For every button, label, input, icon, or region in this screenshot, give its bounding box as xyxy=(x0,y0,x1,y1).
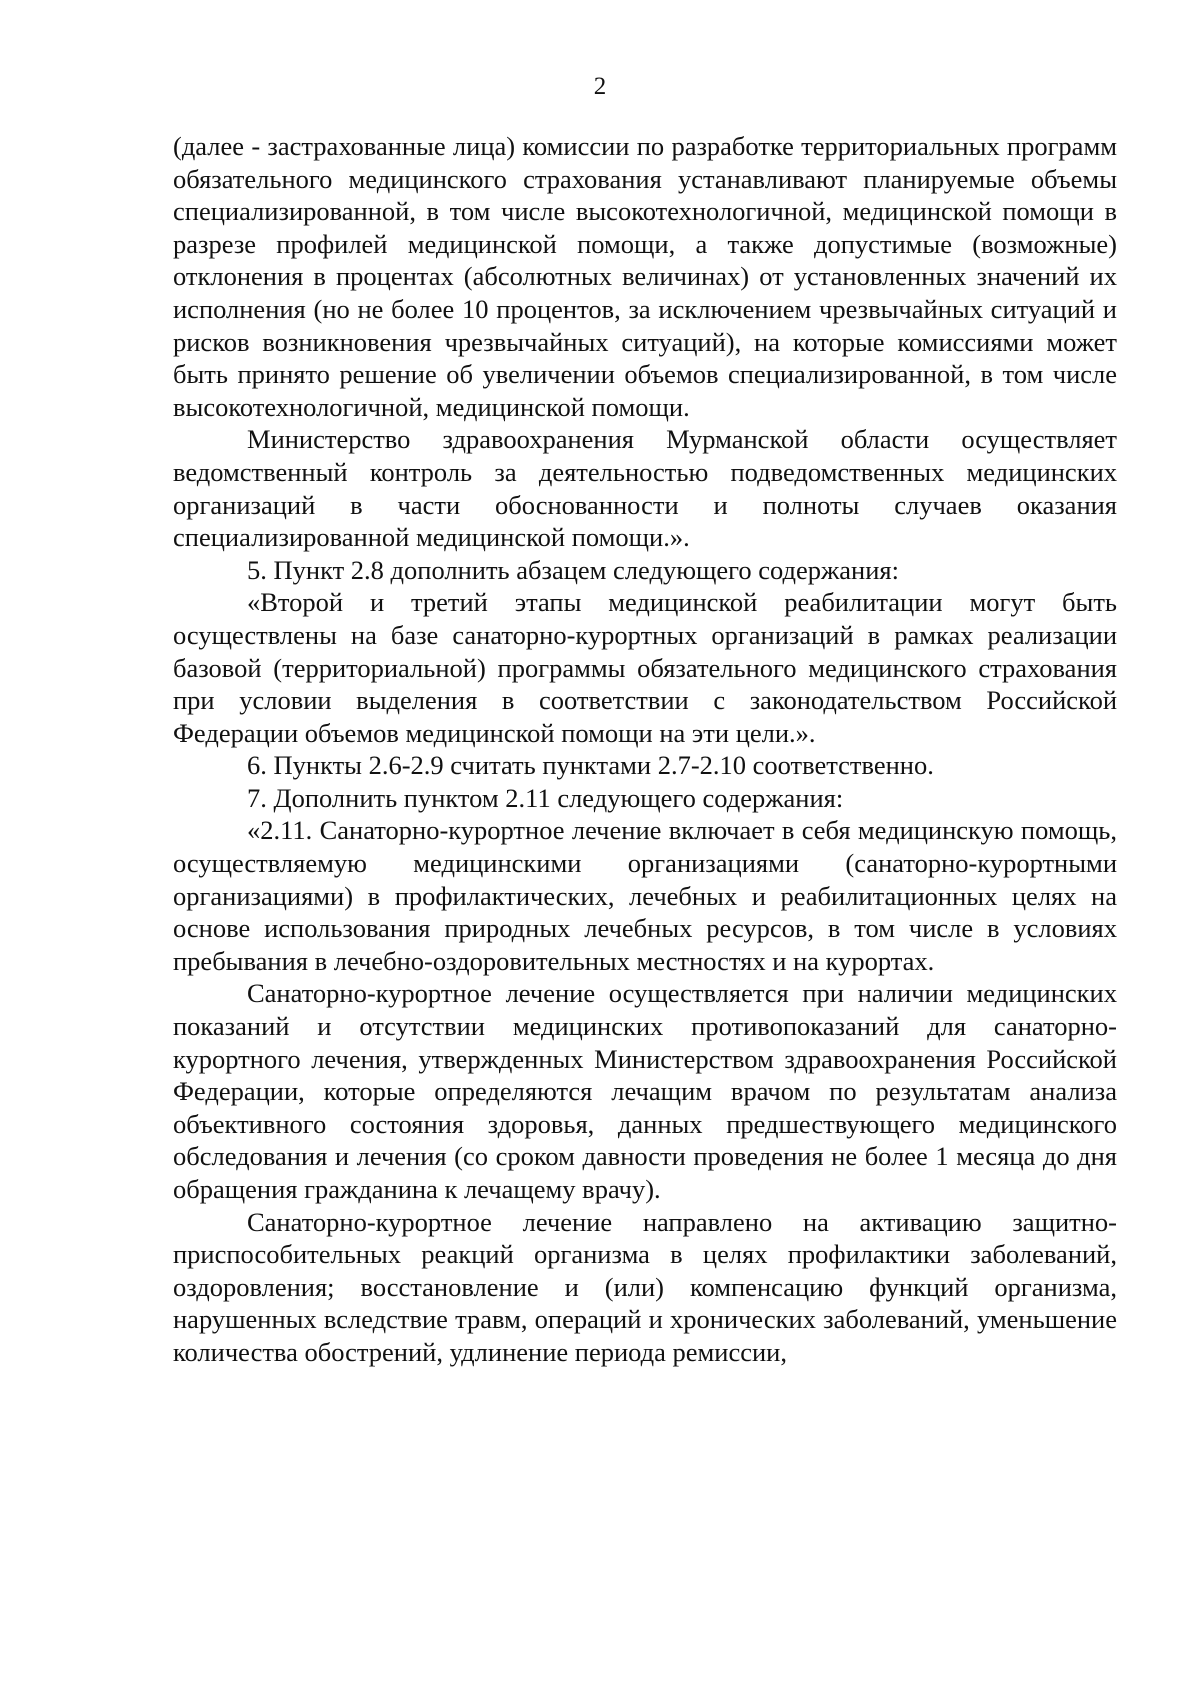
page-number: 2 xyxy=(593,73,607,100)
paragraph-2: Министерство здравоохранения Мурманской области осуществляет ведомственный контроль за деятельностью подведомственных медицинских организаций в части обоснованности и полноты случаев оказания специализированной медицинской помощи.». xyxy=(173,424,1117,553)
paragraph-8: Санаторно-курортное лечение осуществляется при наличии медицинских показаний и отсутствии медицинских противопоказаний для санаторно-курортного лечения, утвержденных Министерством здравоохранения Российской Федерации, которые определяются лечащим врачом по результатам анализа объективного состояния здоровья, данных предшествующего медицинского обследования и лечения (со сроком давности проведения не более 1 месяца до дня обращения гражданина к лечащему врачу). xyxy=(173,978,1117,1204)
paragraph-9: Санаторно-курортное лечение направлено на активацию защитно-приспособительных реакций организма в целях профилактики заболеваний, оздоровления; восстановление и (или) компенсацию функций организма, нарушенных вследствие травм, операций и хронических заболеваний, уменьшение количества обострений, удлинение периода ремиссии, xyxy=(173,1206,1117,1367)
paragraph-4: «Второй и третий этапы медицинской реабилитации могут быть осуществлены на базе санаторно-курортных организаций в рамках реализации базовой (территориальной) программы обязательного медицинского страхования при условии выделения в соответствии с законодательством Российской Федерации объемов медицинской помощи на эти цели.». xyxy=(173,587,1117,748)
paragraph-5: 6. Пункты 2.6-2.9 считать пунктами 2.7-2.10 соответственно. xyxy=(247,750,934,781)
paragraph-6: 7. Дополнить пунктом 2.11 следующего содержания: xyxy=(247,782,844,813)
paragraph-1: (далее - застрахованные лица) комиссии по разработке территориальных программ обязательного медицинского страхования устанавливают планируемые объемы специализированной, в том числе высокотехнологичной, медицинской помощи в разрезе профилей медицинской помощи, а также допустимые (возможные) отклонения в процентах (абсолютных величинах) от установленных значений их исполнения (но не более 10 процентов, за исключением чрезвычайных ситуаций и рисков возникновения чрезвычайных ситуаций), на которые комиссиями может быть принято решение об увеличении объемов специализированной, в том числе высокотехнологичной, медицинской помощи. xyxy=(173,131,1117,422)
document-body xyxy=(173,130,1117,1369)
paragraph-3: 5. Пункт 2.8 дополнить абзацем следующего содержания: xyxy=(247,554,899,585)
paragraph-7: «2.11. Санаторно-курортное лечение включает в себя медицинскую помощь, осуществляемую медицинскими организациями (санаторно-курортными организациями) в профилактических, лечебных и реабилитационных целях на основе использования природных лечебных ресурсов, в том числе в условиях пребывания в лечебно-оздоровительных местностях и на курортах. xyxy=(173,815,1117,976)
